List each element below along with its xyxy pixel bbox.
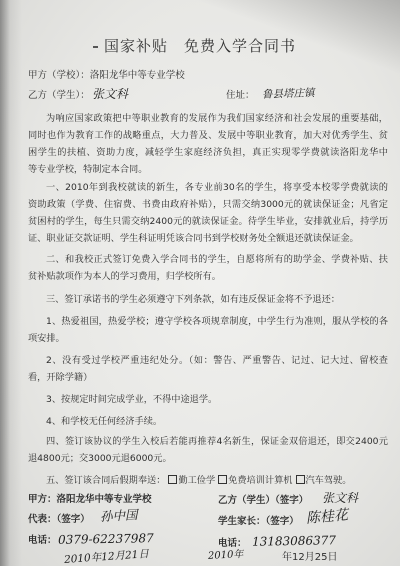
preamble-line: 为响应国家政策把中等职业教育的发展作为我们国家经济和社会发展的重要基础， [46, 113, 388, 124]
clause-5-line [28, 472, 388, 489]
party-b-signature: 张文科 [322, 491, 359, 505]
clause-3-item-line: 项安排。 [28, 333, 65, 344]
preamble [28, 110, 388, 178]
clause-3-item-3 [28, 391, 388, 408]
clause-1-line: 资助政策（学费、住宿费、书费由政府补贴），只需交纳3000元的就读保证金；凡省定 [28, 199, 388, 210]
party-b-label: 乙方（学生）： [28, 90, 90, 101]
clause-3-item-line: 4、和学校无任何经济手续。 [46, 416, 163, 427]
clause-1 [28, 179, 388, 247]
party-b-phone: 13183086377 [251, 533, 337, 549]
party-b-address: 鲁县塔庄镇 [261, 87, 315, 101]
clause-3-item-line: 1、热爱祖国，热爱学校；遵守学校各项规章制度，中学生行为准则，服从学校的各 [46, 316, 388, 327]
party-b-date-year: 2010年 [207, 549, 244, 562]
preamble-line: 困学生的扶植、资助力度，减轻学生家庭经济负担，真正实现零学费就读洛阳龙华中 [28, 147, 388, 158]
party-a-sign-label: 甲方：洛阳龙华中等专业学校 [28, 494, 152, 505]
party-b-date: 年12月25日 [282, 552, 338, 563]
clause-2 [28, 251, 388, 285]
clause-3-item-line: 2、没有受过学校严重违纪处分。（如：警告、严重警告、记过、记大过、留校查 [46, 355, 388, 366]
clause-3-item-line: 3、按规定时间完成学业，不得中途退学。 [46, 394, 218, 405]
option-label: 免费培训计算机 [228, 475, 293, 486]
party-a-name: 洛阳龙华中等专业学校 [89, 70, 185, 81]
clause-2-line: 贫补贴款项作为本人的学习费用，归学校所有。 [28, 271, 221, 282]
clause-3-item-4 [28, 413, 388, 430]
party-a-label: 甲方（学校）： [28, 70, 90, 81]
option-label: 勤工俭学 [178, 475, 216, 486]
clause-3-item-1 [28, 313, 388, 347]
party-b-phone-label: 电话： [218, 538, 247, 549]
party-a-phone-label: 电话： [28, 535, 57, 546]
party-a-rep-label: 代表：（签字） [28, 514, 90, 525]
clause-5-prefix: 五、签订该合同后假期奉送： [46, 475, 166, 486]
clause-3-intro-line: 三、签订承诺书的学生必须遵守下列条款，如有违反保证金将不予退还： [46, 294, 340, 305]
clause-2-line: 二、和我校正式签订免费入学合同书的学生，自愿将所有的助学金、学费补贴、扶 [46, 254, 388, 265]
party-b-sign-label: 乙方（学生）（签字） [218, 495, 309, 506]
clause-5 [28, 472, 388, 489]
party-b-address-label: 住址： [226, 90, 255, 101]
option-checkbox-box [218, 475, 227, 484]
option-checkbox-box [168, 475, 177, 484]
parent-sign-label: 学生家长：（签字） [218, 516, 299, 527]
clause-1-line: 证、职业证交款证明、学生科证明凭该合同书到学校财务处全额退还就读保证金。 [28, 233, 359, 244]
clause-3-intro [28, 291, 388, 308]
preamble-line: 同时也作为教育工作的战略重点，大力普及、发展中等职业教育，加大对优秀学生、贫 [28, 130, 388, 141]
party-a-date: 2010年12月21日 [63, 548, 150, 566]
option-checkbox-box [296, 475, 305, 484]
preamble-line: 等专业学校，特制定本合同。 [28, 164, 148, 175]
option-label: 汽车驾驶。 [305, 475, 352, 486]
party-a-rep-signature: 孙中国 [99, 507, 138, 524]
document-title: 国家补贴 免费入学合同书 [103, 37, 296, 55]
clause-4 [28, 433, 388, 467]
party-a-phone: 0379-62237987 [57, 531, 154, 547]
clause-4-line: 四、签订该协议的学生入校后若能再推荐4名新生，保证金双倍退还，即交2400元 [46, 436, 388, 447]
party-b-student-name: 张文科 [92, 87, 129, 101]
clause-4-line: 退4800元；交3000元退6000元。 [28, 453, 172, 464]
clause-1-line: 贫困村的学生，每生只需交纳2400元的就读保证金。待学生毕业，安排就业后，持学历 [28, 216, 388, 227]
clause-1-line: 一、2010年到我校就读的新生，各专业前30名的学生，将享受本校零学费就读的 [46, 182, 388, 193]
parent-signature: 陈桂花 [305, 507, 349, 527]
party-a-line [28, 69, 185, 83]
clause-3-item-2 [28, 352, 388, 386]
clause-3-item-line: 看，开除学籍） [28, 372, 93, 383]
